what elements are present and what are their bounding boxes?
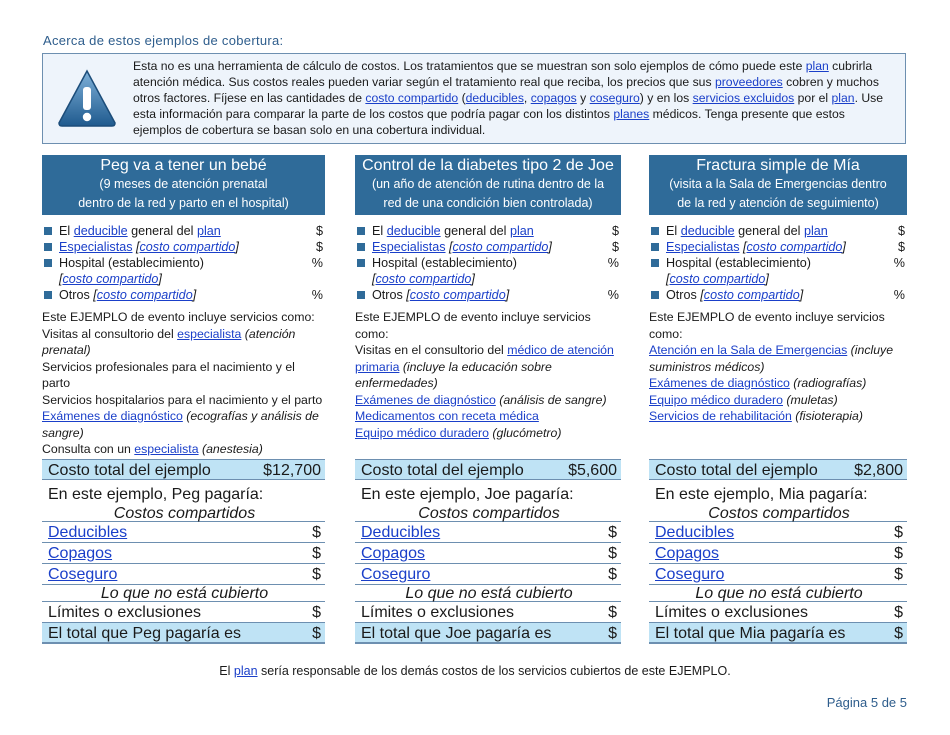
benefit-list <box>649 223 907 303</box>
shared-costs-heading: Costos compartidos <box>649 505 907 522</box>
benefit-list <box>42 223 325 303</box>
link-costo-compartido[interactable]: costo compartido <box>746 240 843 254</box>
link-deducibles[interactable]: Deducibles <box>655 524 735 541</box>
link-costo-compartido[interactable]: costo compartido <box>365 91 459 105</box>
link-examenes[interactable]: Exámenes de diagnóstico <box>355 392 496 407</box>
link-plan[interactable]: plan <box>805 59 829 73</box>
column-subtitle: (un año de atención de rutina dentro de la <box>371 177 605 191</box>
column-title: Control de la diabetes tipo 2 de Joe <box>362 157 614 174</box>
total-pay-row: El total que Peg pagaría es $ <box>42 623 325 644</box>
list-item: Otros [costo compartido] % <box>649 287 907 303</box>
link-especialistas[interactable]: Especialistas <box>666 240 740 254</box>
column-header <box>42 155 325 215</box>
link-examenes[interactable]: Exámenes de diagnóstico <box>649 376 790 390</box>
link-costo-compartido[interactable]: costo compartido <box>669 272 766 286</box>
event-services: Este EJEMPLO de evento incluye servicios como: Visitas al consultorio del especialista (atención prenatal) Servicios profesionales para el nacimiento y el parto Servicios hospitalarios para el nacimiento y el parto Exámenes de diagnóstico (ecografías y análisis de sangre) Consulta con un especialista (anestesia) <box>42 310 323 456</box>
list-item: Hospital (establecimiento) % [costo compartido] <box>42 255 325 287</box>
link-costo-compartido[interactable]: costo compartido <box>375 272 472 286</box>
info-text: Esta no es una herramienta de cálculo de costos. Los tratamientos que se muestran son solo ejemplos de cómo puede este plan cubrirla atención médica. Sus costos reales pueden variar según el tratamiento real que reciba, los precios que sus proveedores cobren y muchos otros factores. Fíjese en las cantidades de costo compartido (deducibles, copagos y coseguro) y en los servicios excluidos por el plan. Use esta información para comparar la parte de los costos que podría pagar con los distintos planes médicos. Tenga presente que estos ejemplos de cobertura se basan solo en una cobertura individual. <box>133 59 884 137</box>
table-row: Deducibles $ <box>42 522 325 543</box>
table-row: Coseguro $ <box>42 564 325 585</box>
link-examenes[interactable]: Exámenes de diagnóstico <box>42 409 183 423</box>
link-copagos[interactable]: Copagos <box>361 545 426 562</box>
event-services: Este EJEMPLO de evento incluye servicios como: Visitas en el consultorio del médico de atención primaria (incluye la educación sobre enfermedades) Exámenes de diagnóstico (análisis de sangre) Medicamentos con receta médica Equipo médico duradero (glucómetro) <box>355 310 614 440</box>
table-row: Copagos $ <box>649 543 907 564</box>
pays-row: En este ejemplo, Mia pagaría: <box>655 486 868 503</box>
link-coseguro[interactable]: Coseguro <box>361 566 431 583</box>
table-row: Deducibles $ <box>649 522 907 543</box>
page-number: Página 5 de 5 <box>826 695 907 710</box>
link-plan-2[interactable]: plan <box>831 91 855 105</box>
link-especialistas[interactable]: Especialistas <box>59 240 133 254</box>
link-especialista[interactable]: especialista <box>177 326 242 341</box>
list-item: El deducible general del plan $ <box>42 223 325 239</box>
list-item: El deducible general del plan $ <box>355 223 621 239</box>
list-item: Especialistas [costo compartido] $ <box>649 239 907 255</box>
column-subtitle: de la red y atención de seguimiento) <box>677 196 879 210</box>
section-title: Acerca de estos ejemplos de cobertura: <box>43 33 284 48</box>
link-coseguro[interactable]: coseguro <box>589 91 640 105</box>
column-peg <box>42 155 325 458</box>
link-deducible[interactable]: deducible <box>680 224 735 238</box>
benefit-list <box>355 223 621 303</box>
link-especialista[interactable]: especialista <box>134 442 199 456</box>
list-item: Especialistas [costo compartido] $ <box>355 239 621 255</box>
column-subtitle: (9 meses de atención prenatal <box>99 177 268 191</box>
link-costo-compartido[interactable]: costo compartido <box>96 288 193 302</box>
link-deducibles[interactable]: Deducibles <box>48 524 128 541</box>
pays-row: En este ejemplo, Joe pagaría: <box>361 486 574 503</box>
link-deducibles[interactable]: Deducibles <box>361 524 441 541</box>
link-planes[interactable]: planes <box>613 107 650 121</box>
link-costo-compartido[interactable]: costo compartido <box>139 240 236 254</box>
link-equipo-medico[interactable]: Equipo médico duradero <box>649 392 783 407</box>
link-especialistas[interactable]: Especialistas <box>372 240 446 254</box>
list-item: Otros [costo compartido] % <box>355 287 621 303</box>
cost-table-mia <box>649 459 907 644</box>
not-covered-heading: Lo que no está cubierto <box>42 585 325 602</box>
table-row: Copagos $ <box>42 543 325 564</box>
cost-total-row: Costo total del ejemplo $12,700 <box>42 459 325 480</box>
link-equipo-medico[interactable]: Equipo médico duradero <box>355 425 489 440</box>
column-header <box>355 155 621 215</box>
table-row: Límites o exclusiones $ <box>42 602 325 623</box>
link-coseguro[interactable]: Coseguro <box>655 566 725 583</box>
list-item: Hospital (establecimiento) % [costo compartido] <box>649 255 907 287</box>
shared-costs-heading: Costos compartidos <box>42 505 325 522</box>
link-coseguro[interactable]: Coseguro <box>48 566 118 583</box>
info-box <box>42 53 906 144</box>
column-title: Fractura simple de Mía <box>696 157 860 174</box>
list-item: Especialistas [costo compartido] $ <box>42 239 325 255</box>
list-item: Otros [costo compartido] % <box>42 287 325 303</box>
table-row: Límites o exclusiones $ <box>355 602 621 623</box>
column-title: Peg va a tener un bebé <box>100 157 267 174</box>
column-subtitle: dentro de la red y parto en el hospital) <box>78 196 289 210</box>
link-servicios-excluidos[interactable]: servicios excluidos <box>692 91 795 105</box>
column-subtitle: (visita a la Sala de Emergencias dentro <box>669 177 887 191</box>
column-header <box>649 155 907 215</box>
column-joe <box>355 155 621 441</box>
cost-table-joe <box>355 459 621 644</box>
link-plan[interactable]: plan <box>233 664 258 678</box>
link-copagos[interactable]: Copagos <box>48 545 113 562</box>
table-row: Deducibles $ <box>355 522 621 543</box>
not-covered-heading: Lo que no está cubierto <box>355 585 621 602</box>
link-plan[interactable]: plan <box>509 224 534 238</box>
footer-note: El plan sería responsable de los demás costos de los servicios cubiertos de este EJEMPLO. <box>219 664 731 678</box>
link-deducibles[interactable]: deducibles <box>465 91 524 105</box>
link-deducible[interactable]: deducible <box>386 224 441 238</box>
table-row: Coseguro $ <box>355 564 621 585</box>
link-plan[interactable]: plan <box>196 224 221 238</box>
cost-total-row: Costo total del ejemplo $2,800 <box>649 459 907 480</box>
not-covered-heading: Lo que no está cubierto <box>649 585 907 602</box>
table-row: Límites o exclusiones $ <box>649 602 907 623</box>
link-copagos[interactable]: Copagos <box>655 545 720 562</box>
list-item: El deducible general del plan $ <box>649 223 907 239</box>
link-sala-emergencias[interactable]: Atención en la Sala de Emergencias <box>649 343 848 357</box>
column-mia <box>649 155 907 425</box>
link-medicamentos[interactable]: Medicamentos con receta médica <box>355 409 539 423</box>
shared-costs-heading: Costos compartidos <box>355 505 621 522</box>
link-rehabilitacion[interactable]: Servicios de rehabilitación <box>649 409 792 423</box>
link-costo-compartido[interactable]: costo compartido <box>409 288 506 302</box>
cost-table-peg <box>42 459 325 644</box>
link-deducible[interactable]: deducible <box>73 224 128 238</box>
link-costo-compartido[interactable]: costo compartido <box>703 288 800 302</box>
link-medico-primaria[interactable]: médico de atención primaria <box>355 343 614 374</box>
table-row: Coseguro $ <box>649 564 907 585</box>
link-costo-compartido[interactable]: costo compartido <box>62 272 159 286</box>
total-pay-row: El total que Mia pagaría es $ <box>649 623 907 644</box>
total-pay-row: El total que Joe pagaría es $ <box>355 623 621 644</box>
event-services: Este EJEMPLO de evento incluye servicios como: Atención en la Sala de Emergencias (incluye suministros médicos) Exámenes de diagnóstico (radiografías) Equipo médico duradero (muletas) Servicios de rehabilitación (fisioterapia) <box>649 310 894 423</box>
cost-total-row: Costo total del ejemplo $5,600 <box>355 459 621 480</box>
link-plan[interactable]: plan <box>803 224 828 238</box>
table-row: Copagos $ <box>355 543 621 564</box>
link-proveedores[interactable]: proveedores <box>714 75 783 89</box>
column-subtitle: red de una condición bien controlada) <box>383 196 593 210</box>
link-copagos[interactable]: copagos <box>530 91 577 105</box>
pays-row: En este ejemplo, Peg pagaría: <box>48 486 264 503</box>
list-item: Hospital (establecimiento) % [costo compartido] <box>355 255 621 287</box>
warning-icon <box>57 68 117 128</box>
link-costo-compartido[interactable]: costo compartido <box>452 240 549 254</box>
